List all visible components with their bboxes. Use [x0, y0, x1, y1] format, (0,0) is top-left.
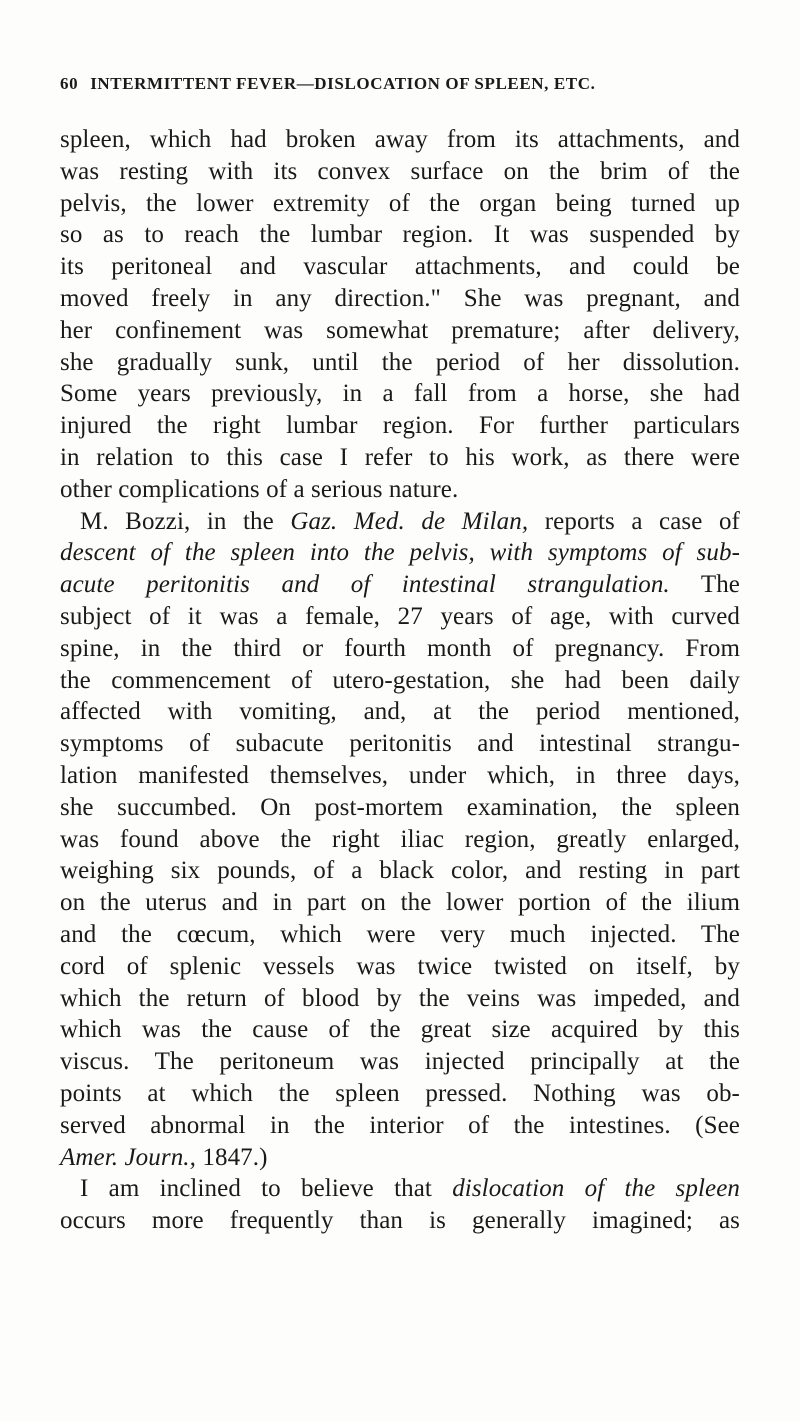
italic-run: descent of the spleen into the pelvis, with symptoms of sub-	[60, 539, 740, 567]
text-line: injured the right lumbar region. For further particulars	[60, 412, 740, 440]
text-run: reports a case of	[528, 507, 740, 535]
text-line: spine, in the third or fourth month of pregnancy. From	[60, 634, 740, 662]
text-run: 1847.)	[196, 1143, 268, 1171]
text-run: M. Bozzi, in the	[80, 507, 291, 535]
text-line	[60, 537, 740, 569]
text-line: she succumbed. On post-mortem examination, the spleen	[60, 793, 740, 821]
text-line: her confinement was somewhat premature; after delivery,	[60, 316, 740, 344]
text-line: the commencement of utero-gestation, she had been daily	[60, 666, 740, 694]
text-line: affected with vomiting, and, at the period mentioned,	[60, 698, 740, 726]
text-line: subject of it was a female, 27 years of age, with curved	[60, 602, 740, 630]
text-line: other complications of a serious nature.	[60, 475, 459, 503]
text-line	[60, 1142, 740, 1174]
page-number: 60	[60, 74, 79, 93]
text-line: spleen, which had broken away from its attachments, and	[60, 126, 740, 153]
body-text	[60, 124, 740, 1237]
text-line: which the return of blood by the veins was impeded, and	[60, 984, 740, 1012]
running-title: INTERMITTENT FEVER—DISLOCATION OF SPLEEN, ETC.	[90, 74, 596, 93]
text-line	[60, 1173, 740, 1205]
text-line	[60, 506, 740, 538]
running-head	[60, 74, 750, 94]
text-line: cord of splenic vessels was twice twisted on itself, by	[60, 952, 740, 980]
text-line: she gradually sunk, until the period of her dissolution.	[60, 348, 740, 376]
text-line: was resting with its convex surface on the brim of the	[60, 157, 740, 185]
text-line: occurs more frequently than is generally imagined; as	[60, 1207, 740, 1235]
text-line: Some years previously, in a fall from a horse, she had	[60, 380, 740, 408]
journal-title: Amer. Journ.,	[60, 1143, 197, 1171]
text-line: viscus. The peritoneum was injected principally at the	[60, 1048, 740, 1076]
text-run: I am inclined to believe that	[80, 1175, 453, 1203]
text-line: and the cœcum, which were very much injected. The	[60, 920, 740, 948]
text-line: moved freely in any direction." She was pregnant, and	[60, 284, 740, 312]
text-line: served abnormal in the interior of the intestines. (See	[60, 1111, 740, 1139]
text-line: weighing six pounds, of a black color, and resting in part	[60, 857, 740, 885]
text-line: symptoms of subacute peritonitis and intestinal strangu-	[60, 730, 740, 758]
text-line: its peritoneal and vascular attachments, and could be	[60, 253, 740, 281]
journal-title: Gaz. Med. de Milan,	[290, 507, 529, 535]
italic-run: acute peritonitis and of intestinal strangulation.	[60, 571, 670, 599]
text-line: lation manifested themselves, under which, in three days,	[60, 761, 740, 789]
text-line: points at which the spleen pressed. Nothing was ob-	[60, 1079, 740, 1107]
text-line: pelvis, the lower extremity of the organ being turned up	[60, 189, 740, 217]
text-line: so as to reach the lumbar region. It was suspended by	[60, 221, 740, 249]
text-line: which was the cause of the great size acquired by this	[60, 1016, 740, 1044]
text-line: on the uterus and in part on the lower portion of the ilium	[60, 889, 740, 917]
text-line: was found above the right iliac region, greatly enlarged,	[60, 825, 740, 853]
text-line	[60, 569, 740, 601]
text-line: in relation to this case I refer to his work, as there were	[60, 443, 740, 471]
text-run: The	[669, 571, 740, 599]
italic-run: dislocation of the spleen	[452, 1175, 740, 1203]
